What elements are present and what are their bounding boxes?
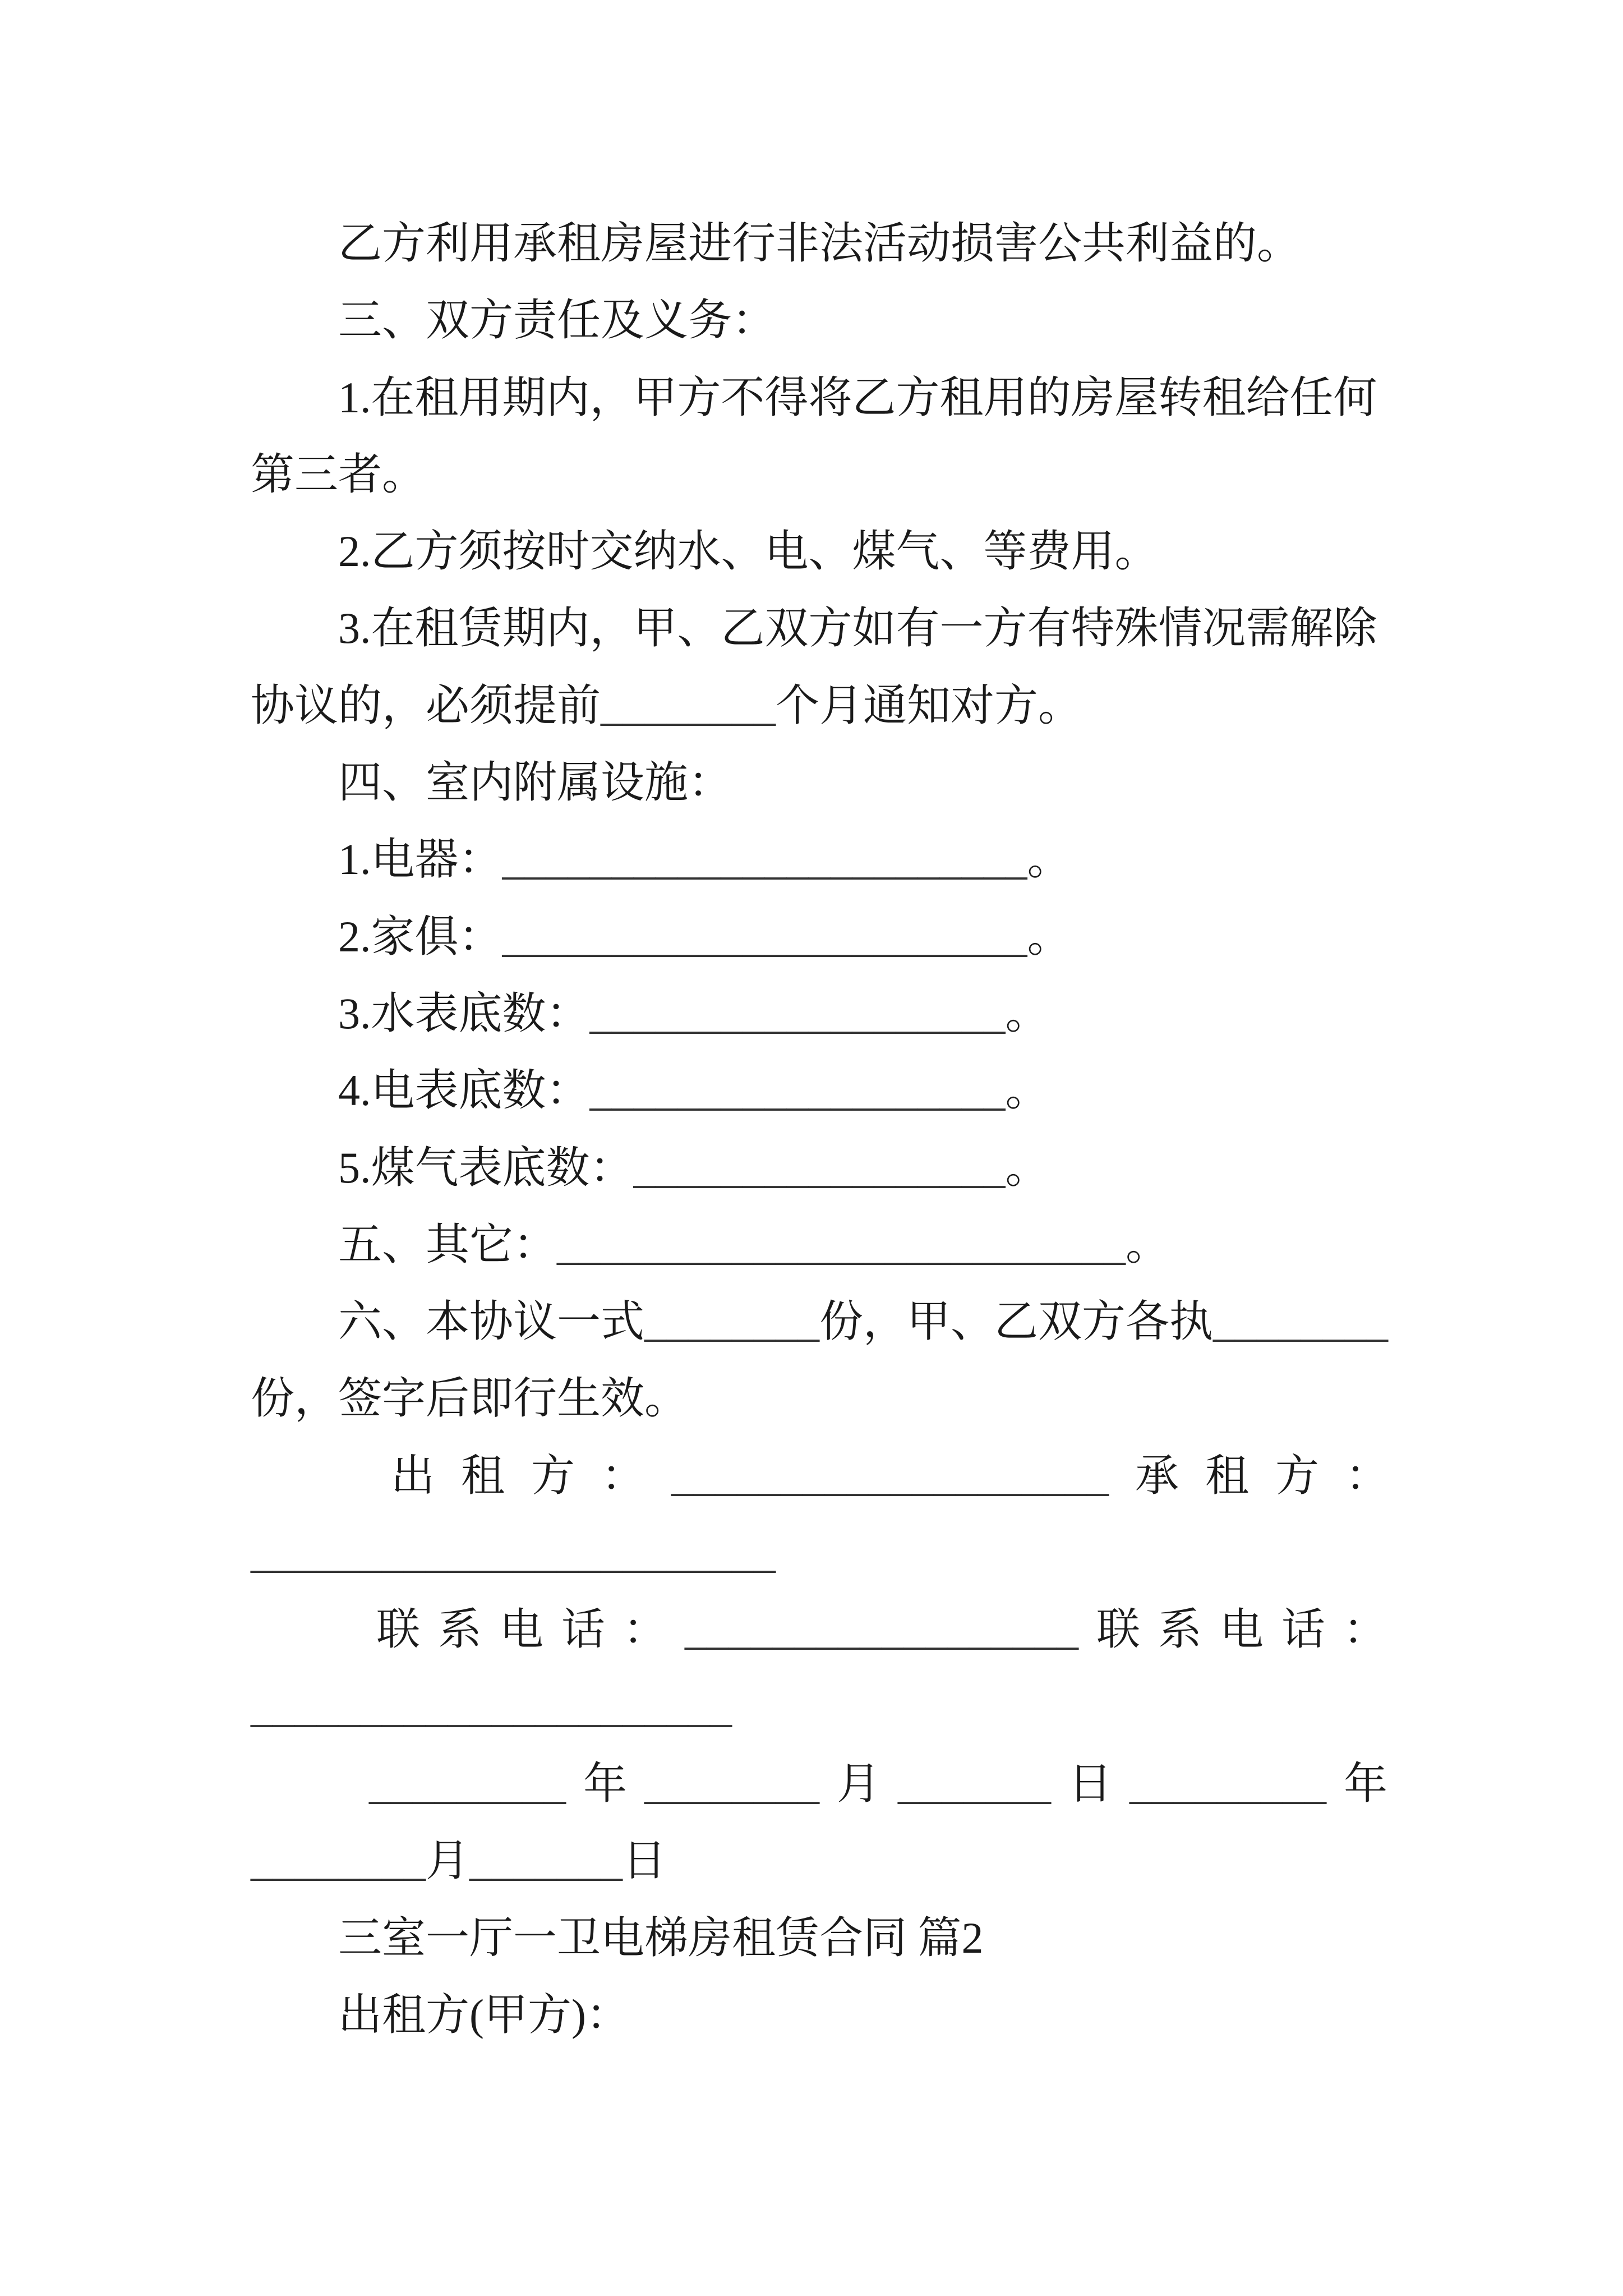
facility-end: 。 xyxy=(1027,912,1071,961)
date-1-year-blank: _________ xyxy=(369,1759,566,1808)
phone-row-continued xyxy=(251,1668,1388,1745)
date-1-month: 月 xyxy=(837,1759,881,1808)
signature-row xyxy=(251,1437,1416,1514)
date-row-continued xyxy=(251,1822,1388,1899)
section-6-part2: 份，甲、乙双方各执 xyxy=(819,1297,1214,1346)
date-2-year: 年 xyxy=(1344,1759,1388,1808)
date-2-year-blank: _________ xyxy=(1129,1759,1327,1808)
fill-blank: ________ xyxy=(644,1297,820,1346)
fill-blank: __________________________ xyxy=(557,1220,1126,1269)
date-2-month: 月 xyxy=(426,1836,470,1885)
clause-1-line-2: 第三者。 xyxy=(251,449,426,499)
section-5-label: 五、其它： xyxy=(338,1220,557,1269)
date-1-year: 年 xyxy=(583,1759,628,1808)
lessee-phone-blank: ______________________ xyxy=(251,1682,732,1731)
section-heading-4: 四、室内附属设施： xyxy=(338,758,732,807)
facility-label: 3.水表底数： xyxy=(338,988,590,1038)
facility-end: 。 xyxy=(1027,835,1071,884)
fill-blank: ________ xyxy=(601,680,776,730)
facility-end: 。 xyxy=(1005,988,1049,1038)
section-6-line-2: 份，签字后即行生效。 xyxy=(251,1374,689,1423)
document-page xyxy=(251,205,1416,2053)
date-1-day-blank: _______ xyxy=(898,1759,1052,1808)
date-2-month-blank: ________ xyxy=(251,1836,426,1885)
clause-1-line-1: 1.在租用期内，甲方不得将乙方租用的房屋转租给任何 xyxy=(338,372,1377,422)
facility-item xyxy=(251,1052,1388,1129)
clause-3-suffix: 个月通知对方。 xyxy=(776,680,1082,730)
section-6-line-1 xyxy=(251,1283,1388,1360)
date-row xyxy=(251,1745,1388,1822)
fill-blank: ________________________ xyxy=(502,912,1027,961)
lessee-label: 承租方： xyxy=(1135,1451,1416,1500)
fill-blank: ___________________ xyxy=(589,1066,1006,1115)
date-1-day: 日 xyxy=(1068,1759,1113,1808)
lessee-signature-blank: ________________________ xyxy=(251,1528,776,1577)
fill-blank: _________________ xyxy=(633,1143,1006,1192)
phone-row xyxy=(251,1591,1405,1668)
facility-end: 。 xyxy=(1005,1066,1049,1115)
facility-label: 1.电器： xyxy=(338,835,502,884)
facility-label: 4.电表底数： xyxy=(338,1066,590,1115)
facility-label: 2.家俱： xyxy=(338,912,502,961)
clause-2: 2.乙方须按时交纳水、电、煤气、等费用。 xyxy=(338,527,1159,576)
section-heading-3: 三、双方责任及义务： xyxy=(338,296,776,345)
facility-item xyxy=(251,1129,1388,1206)
section-5-end: 。 xyxy=(1126,1220,1170,1269)
contract-title: 三室一厅一卫电梯房租赁合同 篇2 xyxy=(338,1913,984,1962)
fill-blank: ___________________ xyxy=(589,988,1006,1038)
lessor-label: 出租方： xyxy=(391,1451,672,1500)
paragraph-line: 乙方利用承租房屋进行非法活动损害公共利益的。 xyxy=(338,219,1301,268)
section-5-line xyxy=(251,1206,1388,1283)
clause-3-line-2 xyxy=(251,667,1388,744)
lessee-phone-label: 联系电话： xyxy=(1096,1605,1405,1654)
facility-item xyxy=(251,898,1388,975)
date-2-day: 日 xyxy=(623,1836,667,1885)
fill-blank: ________________________ xyxy=(502,835,1027,884)
date-1-month-blank: ________ xyxy=(644,1759,820,1808)
signature-row-continued xyxy=(251,1514,1388,1591)
lessor-signature-blank: ____________________ xyxy=(671,1451,1109,1500)
facility-item xyxy=(251,821,1388,898)
fill-blank: ________ xyxy=(1213,1297,1389,1346)
clause-3-line-1: 3.在租赁期内，甲、乙双方如有一方有特殊情况需解除 xyxy=(338,604,1377,653)
facility-item xyxy=(251,975,1388,1052)
clause-3-prefix: 协议的，必须提前 xyxy=(251,680,601,730)
lessor-party-line: 出租方(甲方)： xyxy=(338,1990,630,2039)
section-6-part1: 六、本协议一式 xyxy=(338,1297,645,1346)
facility-label: 5.煤气表底数： xyxy=(338,1143,634,1192)
lessor-phone-blank: __________________ xyxy=(685,1605,1079,1654)
lessor-phone-label: 联系电话： xyxy=(376,1605,685,1654)
date-2-day-blank: _______ xyxy=(469,1836,623,1885)
facility-end: 。 xyxy=(1005,1143,1049,1192)
